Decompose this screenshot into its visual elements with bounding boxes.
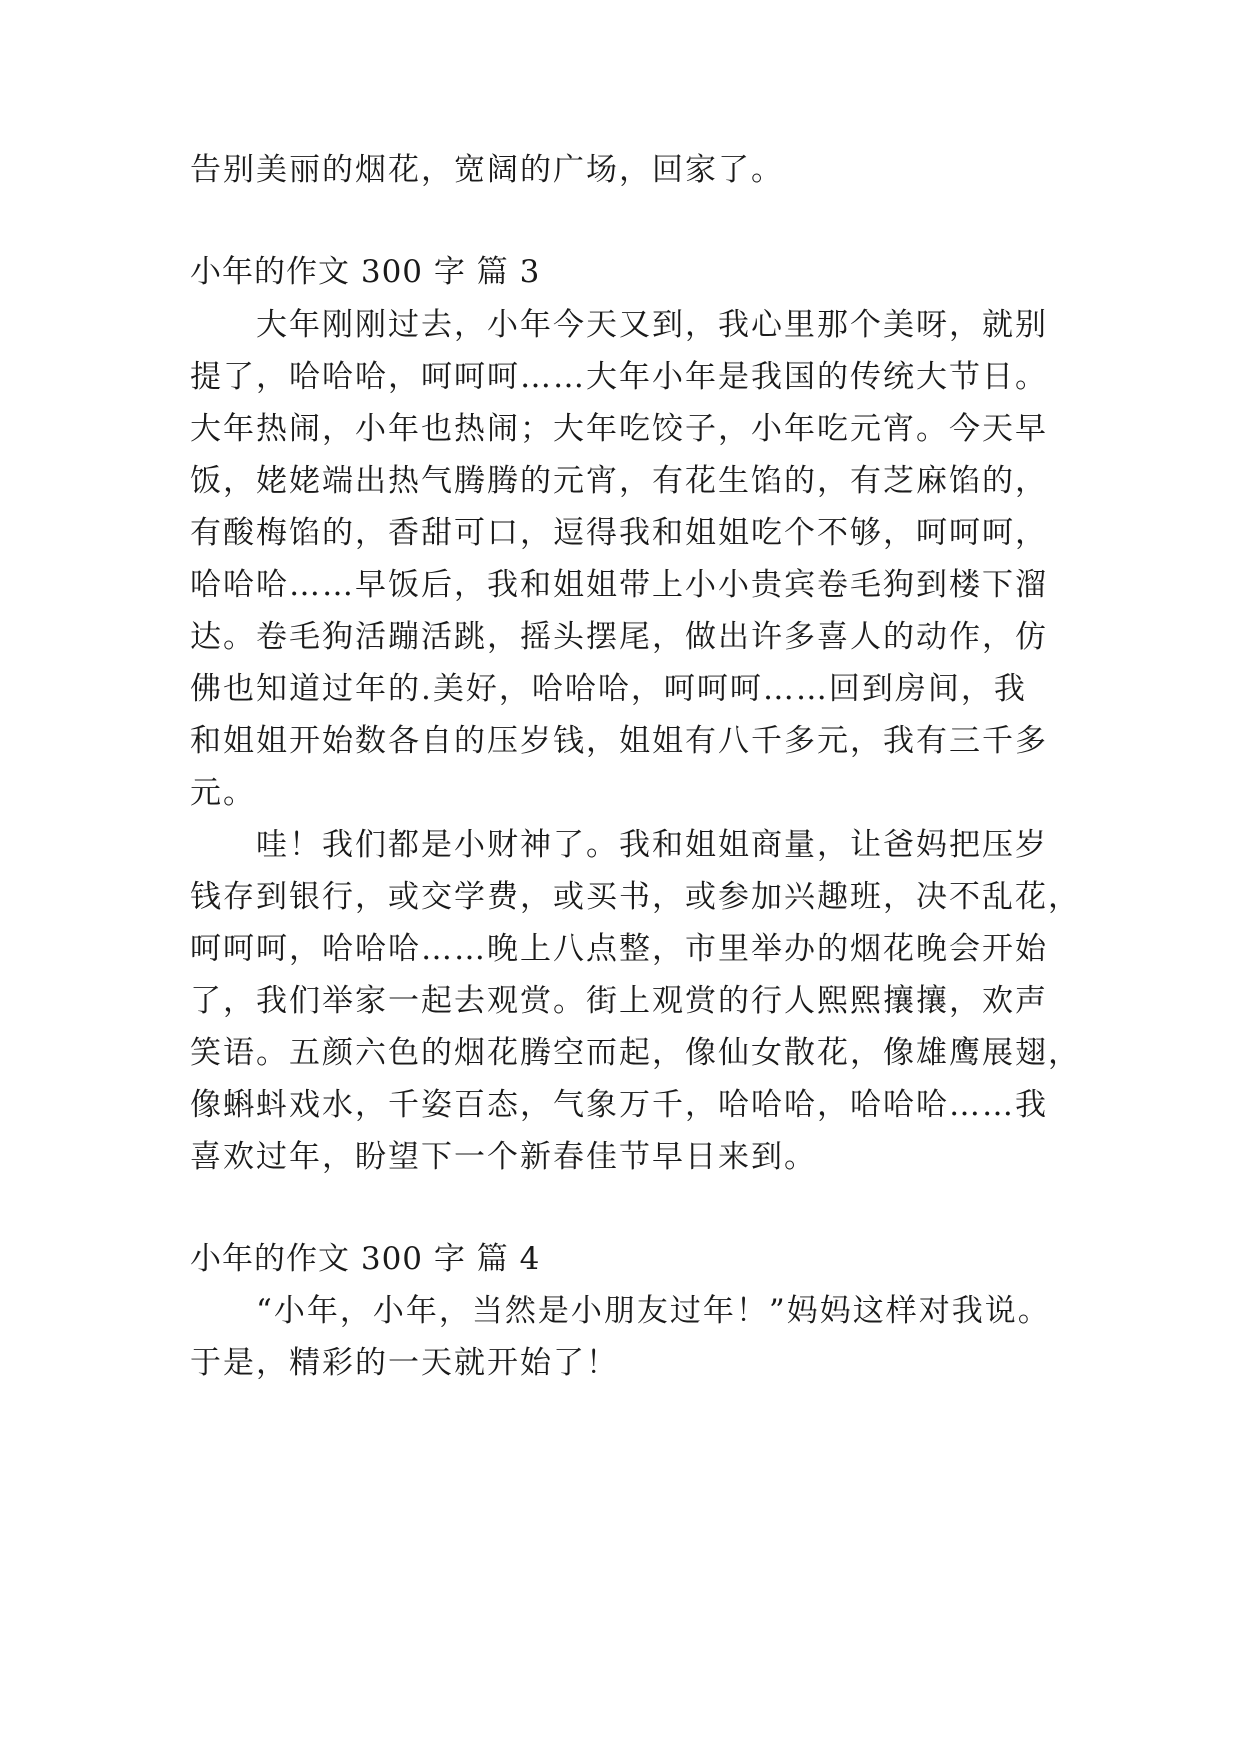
paragraph-line: 钱存到银行，或交学费，或买书，或参加兴趣班，决不乱花， <box>190 879 1081 915</box>
section-heading: 小年的作文 300 字 篇 4 <box>190 1241 541 1277</box>
section-heading: 小年的作文 300 字 篇 3 <box>190 254 541 290</box>
paragraph-line: 哈哈哈……早饭后，我和姐姐带上小小贵宾卷毛狗到楼下溜 <box>190 567 1048 603</box>
paragraph-line: 笑语。五颜六色的烟花腾空而起，像仙女散花，像雄鹰展翅， <box>190 1035 1081 1071</box>
paragraph-line: “小年，小年，当然是小朋友过年！”妈妈这样对我说。 <box>190 1293 1051 1329</box>
paragraph-line: 饭，姥姥端出热气腾腾的元宵，有花生馅的，有芝麻馅的， <box>190 463 1048 499</box>
paragraph-line: 于是，精彩的一天就开始了！ <box>190 1345 619 1381</box>
paragraph-line: 哇！我们都是小财神了。我和姐姐商量，让爸妈把压岁 <box>190 827 1048 863</box>
paragraph-line: 像蝌蚪戏水，千姿百态，气象万千，哈哈哈，哈哈哈……我 <box>190 1087 1048 1123</box>
paragraph-line: 了，我们举家一起去观赏。街上观赏的行人熙熙攘攘，欢声 <box>190 983 1048 1019</box>
paragraph-line: 提了，哈哈哈，呵呵呵……大年小年是我国的传统大节日。 <box>190 359 1048 395</box>
paragraph-line: 元。 <box>190 775 256 811</box>
paragraph-line: 喜欢过年，盼望下一个新春佳节早日来到。 <box>190 1139 817 1175</box>
paragraph-line: 佛也知道过年的.美好，哈哈哈，呵呵呵……回到房间，我 <box>190 671 1027 707</box>
paragraph-line: 告别美丽的烟花，宽阔的广场，回家了。 <box>190 152 784 188</box>
paragraph-line: 大年刚刚过去，小年今天又到，我心里那个美呀，就别 <box>190 307 1048 343</box>
paragraph-line: 呵呵呵，哈哈哈……晚上八点整，市里举办的烟花晚会开始 <box>190 931 1048 967</box>
paragraph-line: 有酸梅馅的，香甜可口，逗得我和姐姐吃个不够，呵呵呵， <box>190 515 1048 551</box>
paragraph-line: 大年热闹，小年也热闹；大年吃饺子，小年吃元宵。今天早 <box>190 411 1048 447</box>
paragraph-line: 达。卷毛狗活蹦活跳，摇头摆尾，做出许多喜人的动作，仿 <box>190 619 1048 655</box>
paragraph-line: 和姐姐开始数各自的压岁钱，姐姐有八千多元，我有三千多 <box>190 723 1048 759</box>
